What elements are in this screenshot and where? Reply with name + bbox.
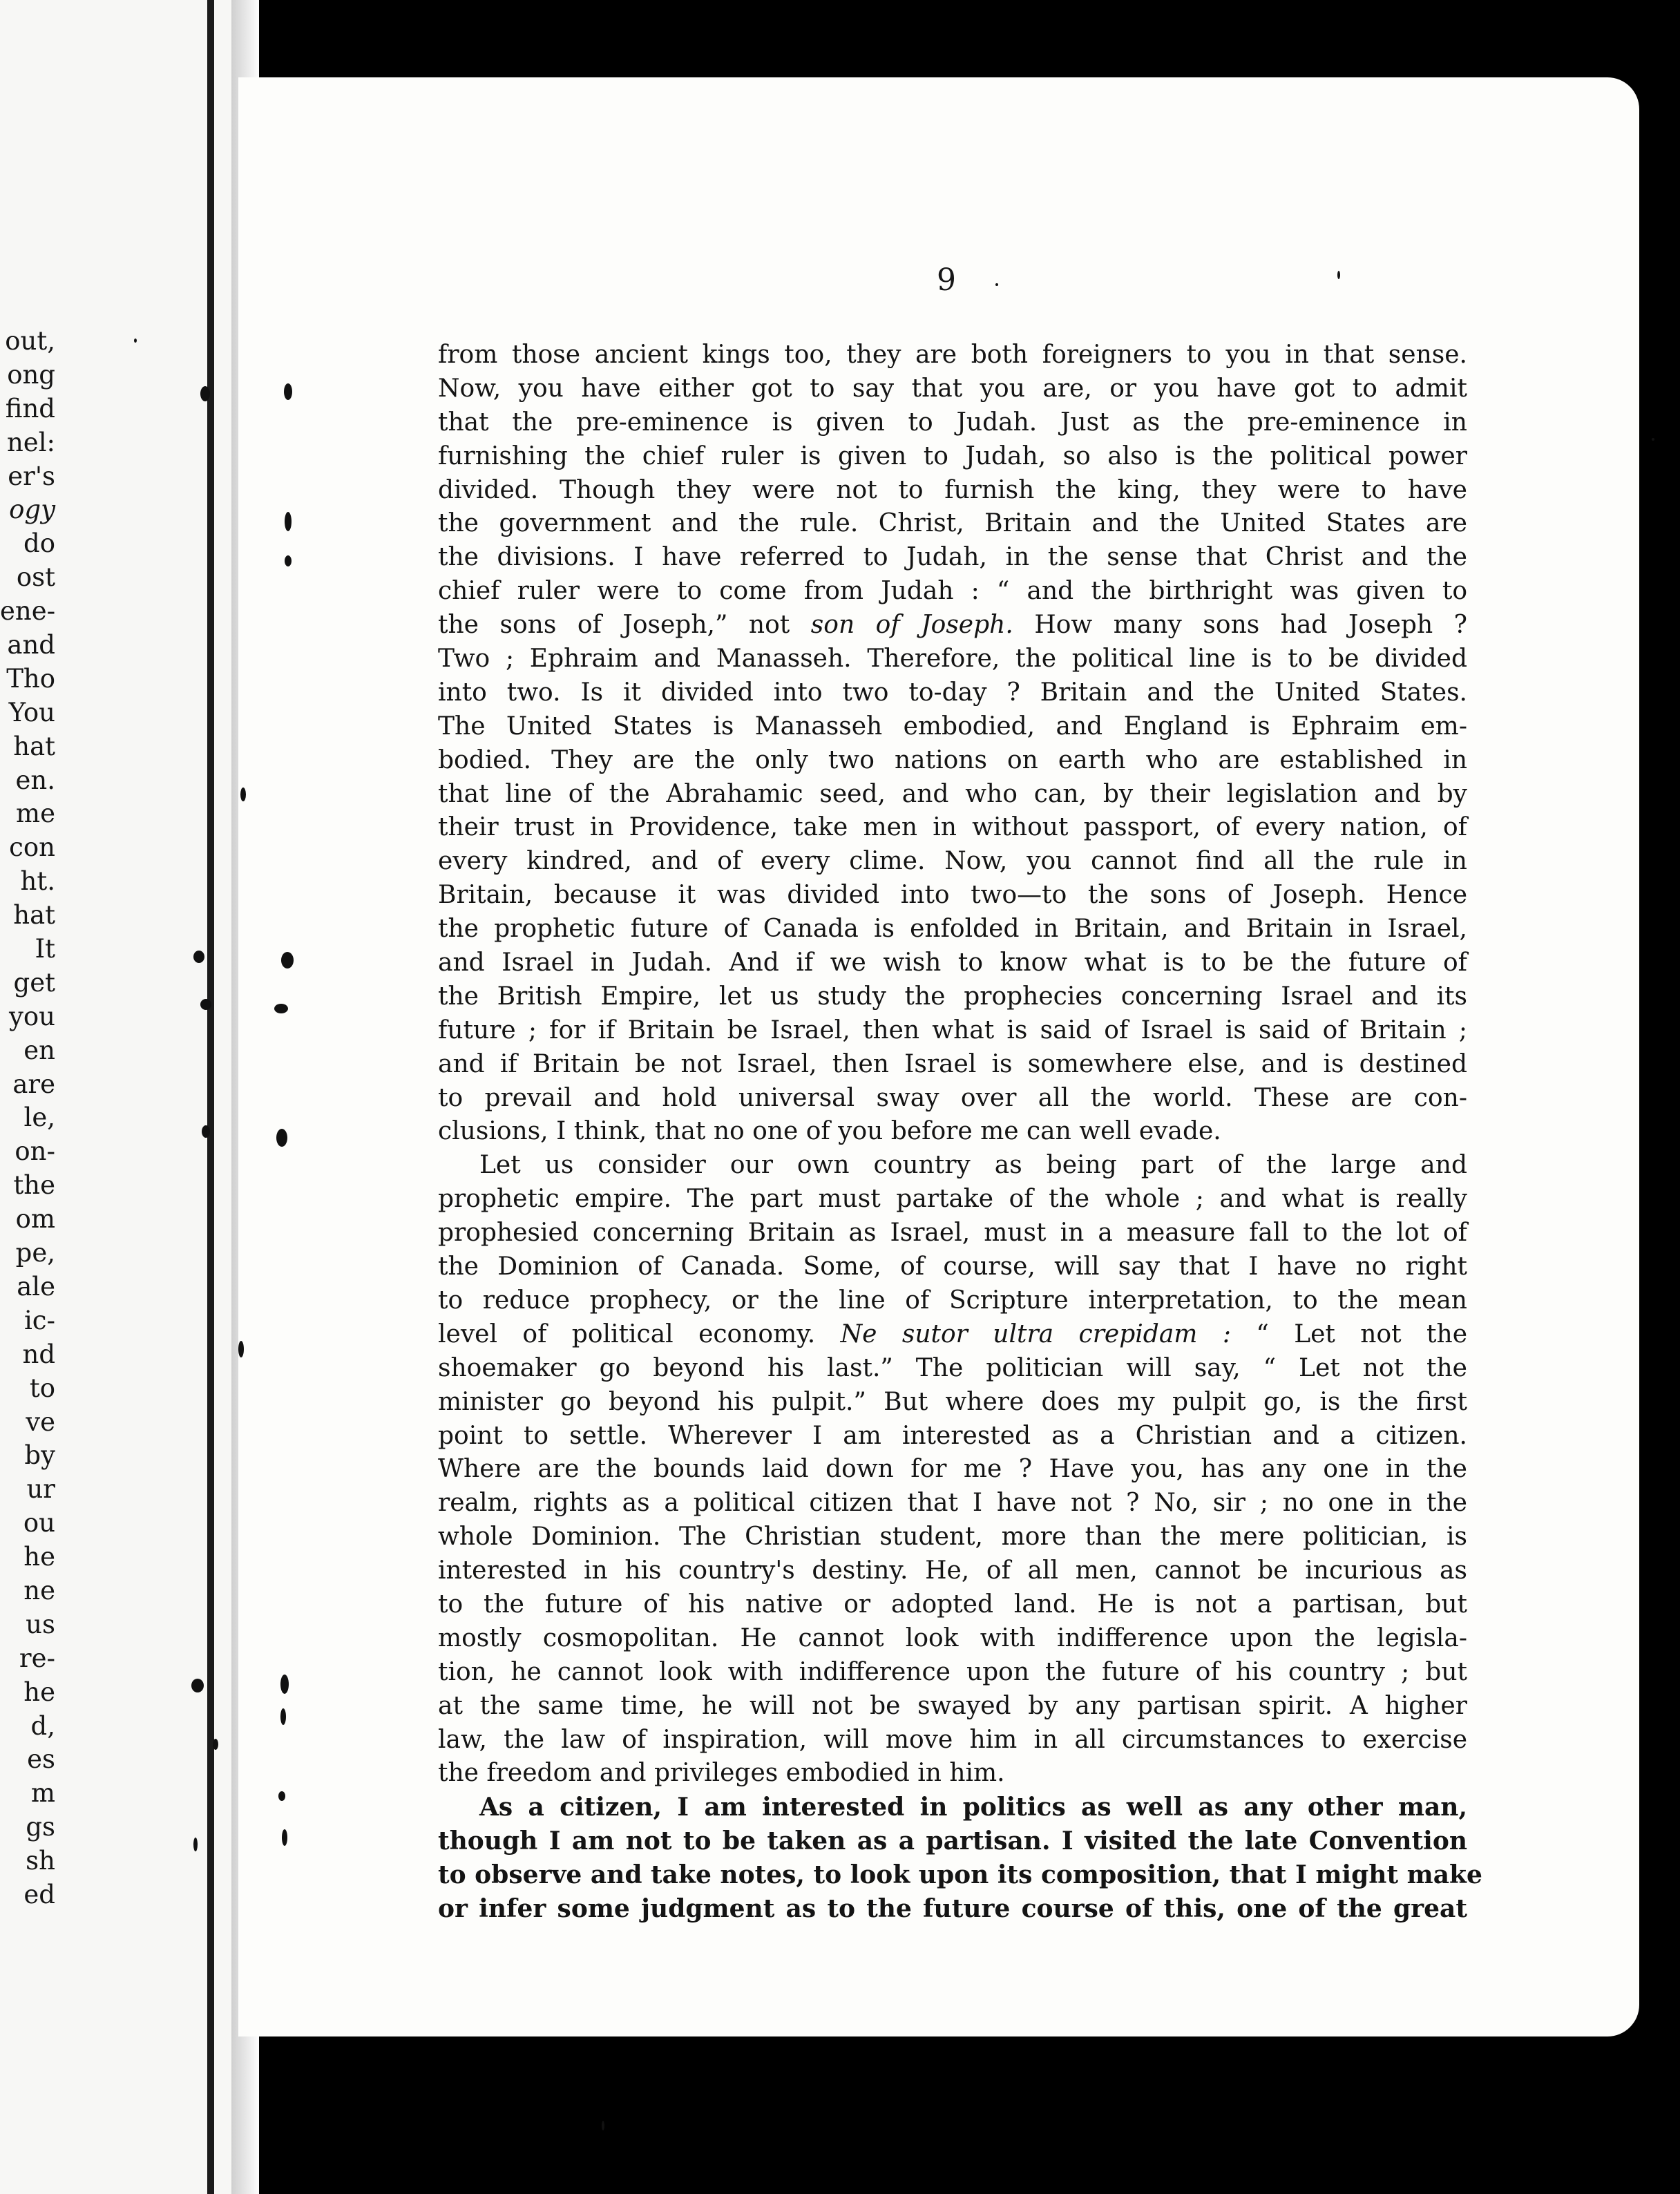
left-page-fragment: ne <box>23 1575 55 1605</box>
left-page-fragment: sh <box>26 1846 55 1876</box>
text-line: that line of the Abrahamic seed, and who can, by their legislation and by <box>438 779 1467 808</box>
left-page-fragment: You <box>8 697 55 727</box>
text-line: or infer some judgment as to the future course of this, one of the great <box>438 1893 1467 1923</box>
text-line: and if Britain be not Israel, then Israel is somewhere else, and is destined <box>438 1049 1467 1078</box>
italic-phrase: son of Joseph. <box>810 611 1013 640</box>
left-page-fragment: es <box>27 1744 55 1775</box>
left-page-fragment: do <box>23 528 55 559</box>
body-text <box>438 338 1482 1926</box>
left-page-edge <box>0 0 231 2194</box>
text-line: that the pre-eminence is given to Judah. Just as the pre-eminence in <box>438 408 1467 437</box>
text-line: prophesied concerning Britain as Israel, must in a measure fall to the lot of <box>438 1219 1467 1248</box>
text-line: the divisions. I have referred to Judah, in the sense that Christ and the <box>438 543 1467 572</box>
text-line: mostly cosmopolitan. He cannot look with indifference upon the legisla- <box>438 1623 1467 1652</box>
left-page-fragment: ic- <box>23 1305 55 1335</box>
left-page-fragment: pe, <box>15 1238 55 1268</box>
left-page-fragment: ale <box>17 1271 55 1301</box>
text-line: every kindred, and of every clime. Now, you cannot find all the rule in <box>438 847 1467 876</box>
text-line: into two. Is it divided into two to-day ? Britain and the United States. <box>438 678 1467 707</box>
text-line: the government and the rule. Christ, Britain and the United States are <box>438 509 1467 538</box>
left-page-fragment: con <box>9 832 55 863</box>
text-line: at the same time, he will not be swayed by any partisan spirit. A higher <box>438 1691 1467 1720</box>
left-page-fragment: on- <box>15 1136 55 1167</box>
left-page-fragment: me <box>16 799 55 829</box>
left-page-fragment: en. <box>15 765 55 795</box>
left-page-fragment: he <box>23 1677 55 1707</box>
text-line: law, the law of inspiration, will move him in all circumstances to exercise <box>438 1725 1467 1754</box>
text-line: minister go beyond his pulpit.” But where does my pulpit go, is the first <box>438 1387 1467 1416</box>
left-page-fragment: en <box>23 1035 55 1065</box>
left-page-fragment: out, <box>5 326 55 356</box>
text-line: though I am not to be taken as a partisan. I visited the late Convention <box>438 1826 1467 1856</box>
left-page-fragment: nd <box>22 1339 55 1369</box>
text-line: The United States is Manasseh embodied, and England is Ephraim em- <box>438 712 1467 741</box>
text-line: to prevail and hold universal sway over all the world. These are con- <box>438 1083 1467 1112</box>
text-line: interested in his country's destiny. He, of all men, cannot be incurious as <box>438 1556 1467 1585</box>
left-page-fragment: ou <box>23 1508 55 1538</box>
left-page-fragment: le, <box>23 1103 55 1133</box>
left-page-fragment: ed <box>23 1879 55 1909</box>
text-line: from those ancient kings too, they are both foreigners to you in that sense. <box>438 341 1467 369</box>
text-line: to observe and take notes, to look upon its composition, that I might make <box>438 1860 1482 1890</box>
left-page-fragment: ogy <box>9 495 55 525</box>
left-page-fragment: ur <box>26 1474 55 1505</box>
left-page-fragment: the <box>13 1170 55 1201</box>
latin-phrase: Ne sutor ultra crepidam : <box>840 1319 1231 1348</box>
left-page-fragment: er's <box>8 461 55 491</box>
left-page-fragment: ht. <box>20 866 55 897</box>
text-line: chief ruler were to come from Judah : “ and the birthright was given to <box>438 577 1467 606</box>
text-line: whole Dominion. The Christian student, more than the mere politician, is <box>438 1523 1467 1552</box>
speck <box>602 2121 604 2130</box>
speck <box>1652 438 1654 441</box>
book-spine <box>207 0 214 2194</box>
text-line: the British Empire, let us study the prophecies concerning Israel and its <box>438 982 1467 1011</box>
left-page-fragment: are <box>12 1069 55 1099</box>
text-line: realm, rights as a political citizen that I have not ? No, sir ; no one in the <box>438 1489 1467 1518</box>
text-line <box>438 609 1467 642</box>
left-page-text-fragments <box>0 325 55 1912</box>
text-line: and Israel in Judah. And if we wish to know what is to be the future of <box>438 948 1467 977</box>
text-line: their trust in Providence, take men in without passport, of every nation, of <box>438 813 1467 842</box>
page-number: 9 <box>937 263 956 298</box>
left-page-fragment: It <box>35 934 55 964</box>
text-run: How many sons had Joseph ? <box>1013 611 1467 640</box>
text-line: to the future of his native or adopted land. He is not a partisan, but <box>438 1590 1467 1619</box>
text-line: the Dominion of Canada. Some, of course, will say that I have no right <box>438 1252 1467 1281</box>
left-page-fragment: d, <box>30 1710 55 1741</box>
text-line: prophetic empire. The part must partake of the whole ; and what is really <box>438 1185 1467 1214</box>
left-page-fragment: gs <box>26 1812 55 1842</box>
text-line: bodied. They are the only two nations on earth who are established in <box>438 745 1467 774</box>
left-page-fragment: re- <box>19 1643 55 1673</box>
left-page-fragment: ene- <box>0 596 56 627</box>
left-page-fragment: Tho <box>6 663 55 694</box>
left-page-fragment: find <box>5 393 55 423</box>
text-line: tion, he cannot look with indifference upon the future of his country ; but <box>438 1657 1467 1686</box>
text-line: the freedom and privileges embodied in him. <box>438 1759 1005 1788</box>
text-run: the sons of Joseph,” not <box>438 611 811 640</box>
left-page-fragment: he <box>23 1542 55 1572</box>
text-line: Let us consider our own country as being part of the large and <box>479 1151 1467 1180</box>
left-page-fragment: you <box>8 1001 55 1031</box>
text-line: future ; for if Britain be Israel, then what is said of Israel is said of Britain ; <box>438 1015 1467 1044</box>
text-line: Two ; Ephraim and Manasseh. Therefore, the political line is to be divided <box>438 645 1467 674</box>
text-line: As a citizen, I am interested in politics as well as any other man, <box>479 1793 1467 1822</box>
left-page-fragment: hat <box>13 731 55 761</box>
text-line: shoemaker go beyond his last.” The politician will say, “ Let not the <box>438 1353 1467 1382</box>
text-line: the prophetic future of Canada is enfolded in Britain, and Britain in Israel, <box>438 915 1467 944</box>
text-run: level of political economy. <box>438 1319 841 1348</box>
left-page-fragment: to <box>29 1373 55 1403</box>
text-line: Now, you have either got to say that you are, or you have got to admit <box>438 374 1467 403</box>
left-page-fragment: m <box>30 1778 55 1809</box>
left-page-fragment: om <box>15 1204 55 1234</box>
text-line: to reduce prophecy, or the line of Scripture interpretation, to the mean <box>438 1286 1467 1315</box>
left-page-fragment: ost <box>16 562 55 593</box>
text-line: divided. Though they were not to furnish the king, they were to have <box>438 475 1467 504</box>
text-line: Where are the bounds laid down for me ? Have you, has any one in the <box>438 1455 1467 1484</box>
text-line <box>438 1318 1467 1352</box>
text-line: Britain, because it was divided into two—to the sons of Joseph. Hence <box>438 881 1467 910</box>
left-page-fragment: ve <box>26 1406 55 1437</box>
left-page-fragment: hat <box>13 900 55 931</box>
text-line: furnishing the chief ruler is given to Judah, so also is the political power <box>438 441 1467 470</box>
left-page-fragment: nel: <box>6 427 55 457</box>
left-page-fragment: by <box>24 1440 55 1471</box>
left-page-fragment: ong <box>7 359 55 390</box>
text-line: point to settle. Wherever I am interested as a Christian and a citizen. <box>438 1421 1467 1450</box>
left-page-fragment: get <box>13 967 55 998</box>
left-page-fragment: and <box>7 630 55 660</box>
left-page-fragment: us <box>26 1609 55 1639</box>
text-line: clusions, I think, that no one of you before me can well evade. <box>438 1117 1221 1146</box>
text-run: “ Let not the <box>1230 1319 1467 1348</box>
